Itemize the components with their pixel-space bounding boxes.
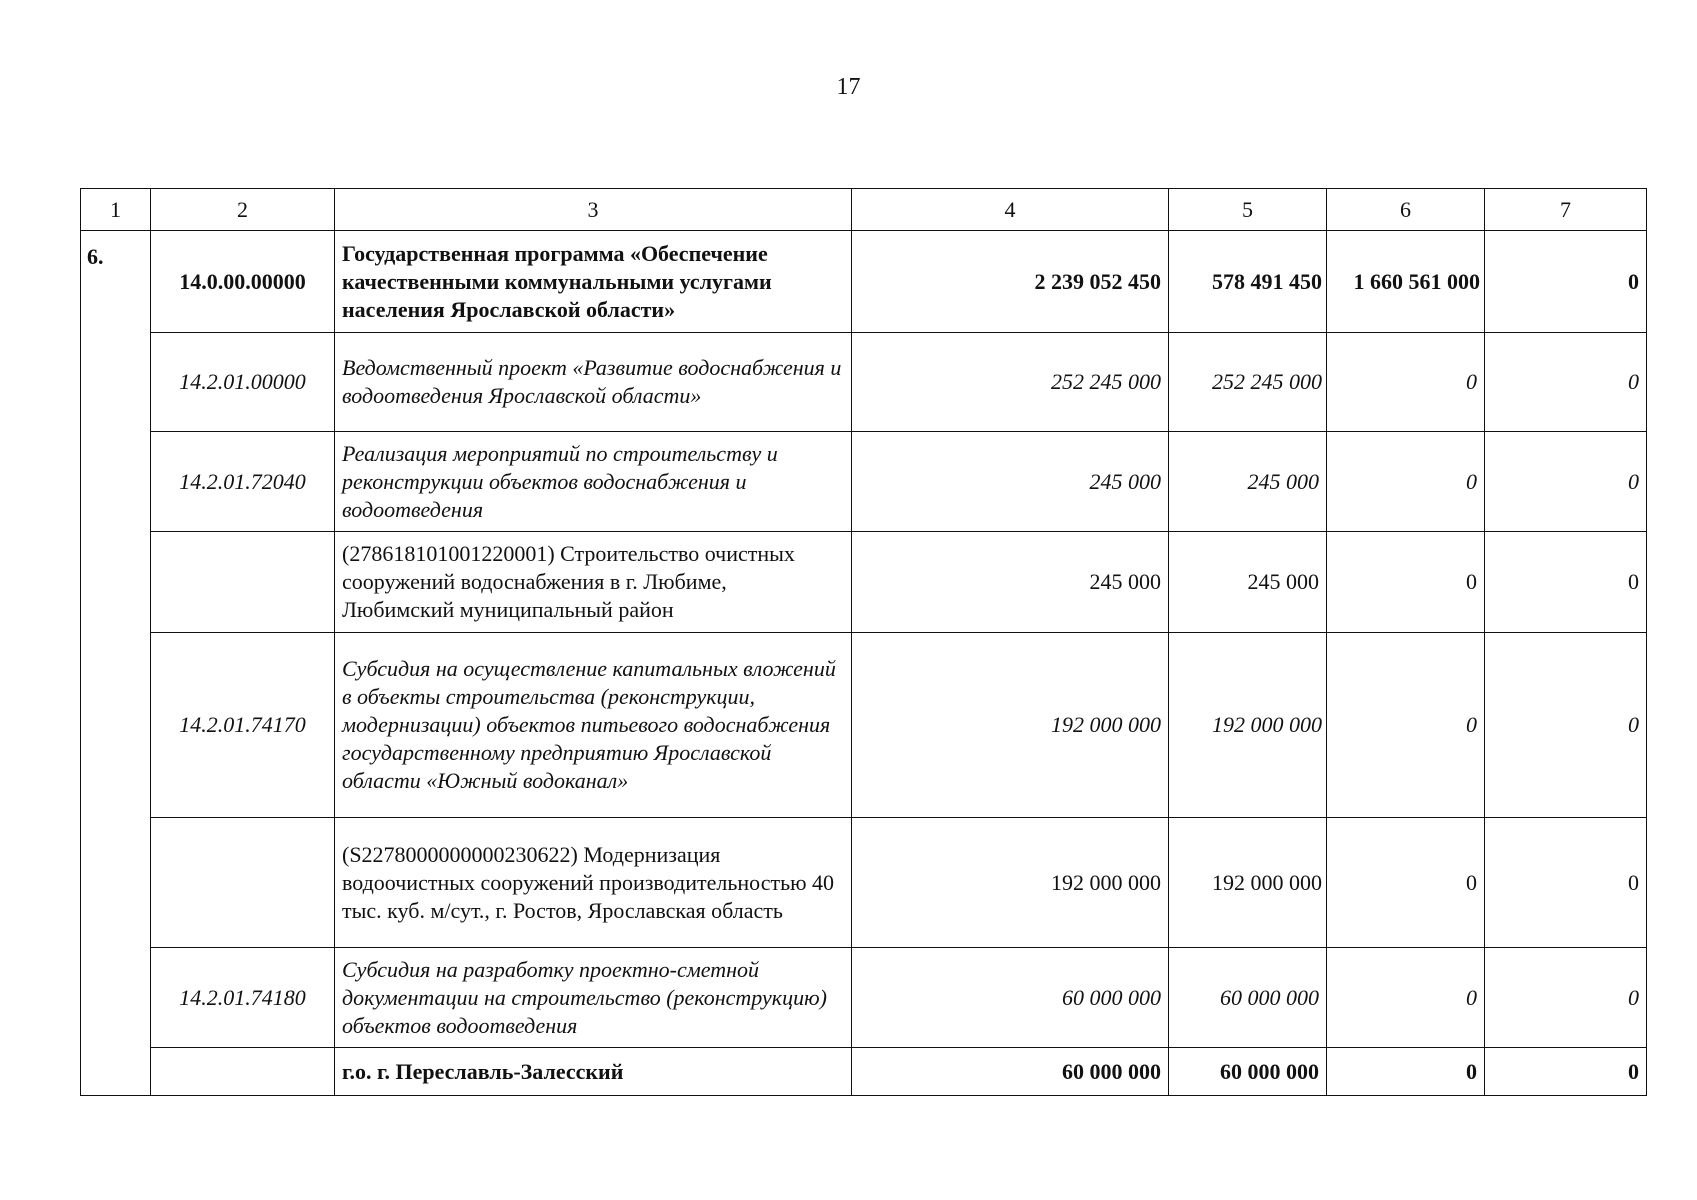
name-cell: Субсидия на разработку проектно-сметной документации на строительство (реконструкцию) объектов водоотведения — [335, 948, 852, 1048]
page-number-text: 17 — [836, 74, 861, 100]
page-number — [0, 74, 1697, 101]
name-cell: г.о. г. Переславль-Залесский — [335, 1048, 852, 1096]
amount-cell-col5: 245 000 — [1169, 432, 1327, 532]
table-row — [81, 333, 1647, 432]
code-cell — [151, 818, 335, 948]
code-cell: 14.2.01.74180 — [151, 948, 335, 1048]
table-row — [81, 633, 1647, 818]
amount-cell-col6: 0 — [1327, 633, 1485, 818]
amount-cell-col6: 0 — [1327, 1048, 1485, 1096]
amount-cell-col5: 245 000 — [1169, 532, 1327, 633]
amount-cell-col5: 192 000 000 — [1169, 818, 1327, 948]
code-cell: 14.2.01.00000 — [151, 333, 335, 432]
amount-cell-col5: 192 000 000 — [1169, 633, 1327, 818]
program-number-cell: 6. — [81, 231, 151, 1096]
amount-cell-col4: 192 000 000 — [852, 818, 1169, 948]
amount-cell-col6: 0 — [1327, 333, 1485, 432]
amount-cell-col4: 60 000 000 — [852, 948, 1169, 1048]
amount-cell-col6: 0 — [1327, 532, 1485, 633]
name-cell: (S2278000000000230622) Модернизация водоочистных сооружений производительностью 40 тыс. куб. м/сут., г. Ростов, Ярославская область — [335, 818, 852, 948]
header-row — [81, 189, 1647, 231]
code-cell: 14.2.01.74170 — [151, 633, 335, 818]
amount-cell-col4: 245 000 — [852, 532, 1169, 633]
name-cell: Реализация мероприятий по строительству и реконструкции объектов водоснабжения и водоотведения — [335, 432, 852, 532]
amount-cell-col7: 0 — [1485, 432, 1647, 532]
table-row — [81, 818, 1647, 948]
budget-table — [80, 188, 1647, 1096]
amount-cell-col6: 0 — [1327, 432, 1485, 532]
amount-cell-col6: 0 — [1327, 818, 1485, 948]
header-cell: 7 — [1485, 189, 1647, 231]
amount-cell-col4: 245 000 — [852, 432, 1169, 532]
table-row — [81, 532, 1647, 633]
table-row — [81, 231, 1647, 333]
amount-cell-col4: 2 239 052 450 — [852, 231, 1169, 333]
code-cell: 14.2.01.72040 — [151, 432, 335, 532]
table-row — [81, 948, 1647, 1048]
header-cell: 3 — [335, 189, 852, 231]
amount-cell-col7: 0 — [1485, 231, 1647, 333]
header-cell: 6 — [1327, 189, 1485, 231]
amount-cell-col7: 0 — [1485, 633, 1647, 818]
amount-cell-col6: 1 660 561 000 — [1327, 231, 1485, 333]
header-cell: 1 — [81, 189, 151, 231]
name-cell: Ведомственный проект «Развитие водоснабжения и водоотведения Ярославской области» — [335, 333, 852, 432]
code-cell — [151, 532, 335, 633]
header-cell: 4 — [852, 189, 1169, 231]
name-cell: Государственная программа «Обеспечение качественными коммунальными услугами населения Ярославской области» — [335, 231, 852, 333]
amount-cell-col6: 0 — [1327, 948, 1485, 1048]
table-row — [81, 432, 1647, 532]
amount-cell-col4: 192 000 000 — [852, 633, 1169, 818]
table-row — [81, 1048, 1647, 1096]
name-cell: (278618101001220001) Строительство очистных сооружений водоснабжения в г. Любиме, Любимский муниципальный район — [335, 532, 852, 633]
amount-cell-col7: 0 — [1485, 948, 1647, 1048]
name-cell: Субсидия на осуществление капитальных вложений в объекты строительства (реконструкции, модернизации) объектов питьевого водоснабжения государственному предприятию Ярославской области «Южный водоканал» — [335, 633, 852, 818]
header-cell: 2 — [151, 189, 335, 231]
amount-cell-col4: 252 245 000 — [852, 333, 1169, 432]
amount-cell-col5: 60 000 000 — [1169, 948, 1327, 1048]
amount-cell-col7: 0 — [1485, 532, 1647, 633]
amount-cell-col7: 0 — [1485, 1048, 1647, 1096]
amount-cell-col5: 578 491 450 — [1169, 231, 1327, 333]
header-cell: 5 — [1169, 189, 1327, 231]
amount-cell-col5: 252 245 000 — [1169, 333, 1327, 432]
amount-cell-col7: 0 — [1485, 818, 1647, 948]
amount-cell-col7: 0 — [1485, 333, 1647, 432]
code-cell — [151, 1048, 335, 1096]
amount-cell-col5: 60 000 000 — [1169, 1048, 1327, 1096]
code-cell: 14.0.00.00000 — [151, 231, 335, 333]
amount-cell-col4: 60 000 000 — [852, 1048, 1169, 1096]
